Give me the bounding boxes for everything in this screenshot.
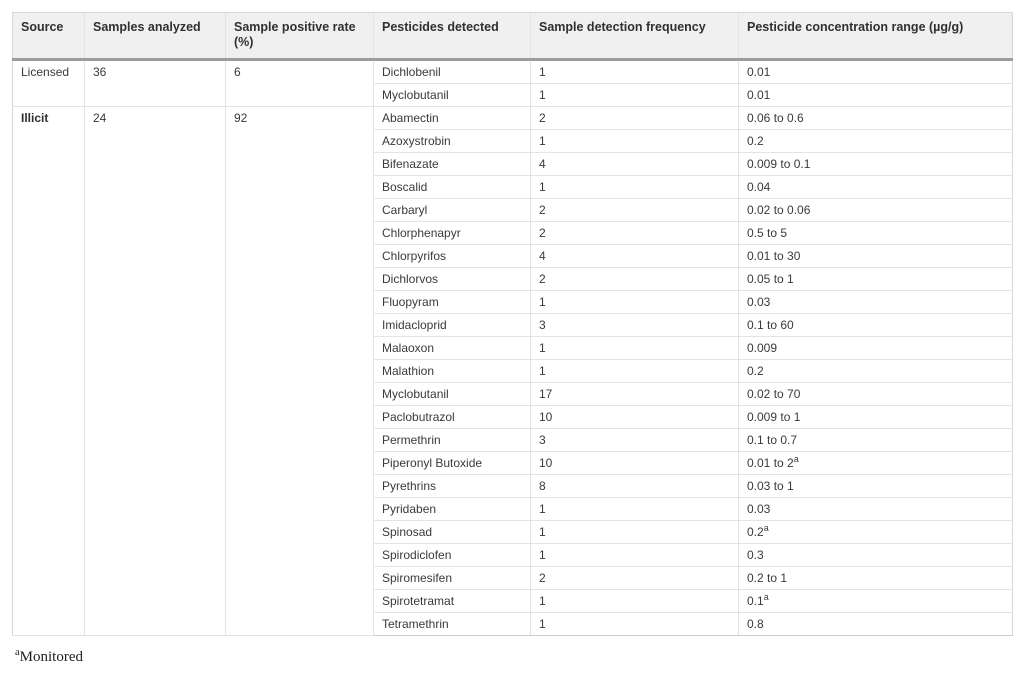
cell-concentration-range [739, 153, 1013, 176]
cell-pesticide-name: Spiromesifen [374, 567, 531, 590]
cell-detection-frequency: 2 [531, 567, 739, 590]
cell-concentration-range [739, 475, 1013, 498]
cell-pesticide-name: Dichlorvos [374, 268, 531, 291]
cell-source: Licensed [13, 60, 85, 107]
concentration-range-value: 0.1 to 0.7 [747, 433, 798, 447]
cell-detection-frequency: 1 [531, 521, 739, 544]
concentration-range-value: 0.03 [747, 502, 771, 516]
cell-pesticide-name: Dichlobenil [374, 60, 531, 84]
concentration-range-value: 0.02 to 70 [747, 387, 801, 401]
concentration-range-value: 0.2 [747, 364, 764, 378]
cell-concentration-range [739, 130, 1013, 153]
column-header: Source [13, 13, 85, 60]
cell-pesticide-name: Piperonyl Butoxide [374, 452, 531, 475]
cell-detection-frequency: 3 [531, 314, 739, 337]
cell-detection-frequency: 8 [531, 475, 739, 498]
concentration-range-value: 0.1 [747, 594, 764, 608]
cell-pesticide-name: Malaoxon [374, 337, 531, 360]
footnote-marker: a [763, 523, 769, 533]
concentration-range-value: 0.8 [747, 617, 764, 631]
cell-positive-rate: 6 [226, 60, 374, 107]
cell-detection-frequency: 1 [531, 130, 739, 153]
concentration-range-value: 0.03 to 1 [747, 479, 794, 493]
cell-pesticide-name: Carbaryl [374, 199, 531, 222]
cell-detection-frequency: 2 [531, 107, 739, 130]
cell-samples-analyzed: 24 [85, 107, 226, 636]
cell-pesticide-name: Imidacloprid [374, 314, 531, 337]
cell-detection-frequency: 1 [531, 544, 739, 567]
cell-pesticide-name: Fluopyram [374, 291, 531, 314]
cell-detection-frequency: 4 [531, 245, 739, 268]
concentration-range-value: 0.03 [747, 295, 771, 309]
header-row [13, 13, 1013, 60]
cell-pesticide-name: Boscalid [374, 176, 531, 199]
concentration-range-value: 0.01 to 2 [747, 456, 794, 470]
concentration-range-value: 0.02 to 0.06 [747, 203, 811, 217]
concentration-range-value: 0.009 to 0.1 [747, 157, 811, 171]
concentration-range-value: 0.06 to 0.6 [747, 111, 804, 125]
concentration-range-value: 0.3 [747, 548, 764, 562]
column-header: Pesticides detected [374, 13, 531, 60]
cell-detection-frequency: 10 [531, 452, 739, 475]
cell-pesticide-name: Pyridaben [374, 498, 531, 521]
concentration-range-value: 0.1 to 60 [747, 318, 794, 332]
cell-concentration-range [739, 107, 1013, 130]
cell-concentration-range [739, 360, 1013, 383]
cell-pesticide-name: Chlorphenapyr [374, 222, 531, 245]
cell-detection-frequency: 1 [531, 498, 739, 521]
footnote-marker: a [763, 592, 769, 602]
concentration-range-value: 0.04 [747, 180, 771, 194]
concentration-range-value: 0.5 to 5 [747, 226, 788, 240]
concentration-range-value: 0.01 [747, 65, 771, 79]
cell-pesticide-name: Myclobutanil [374, 84, 531, 107]
table-row [13, 107, 1013, 130]
cell-pesticide-name: Spinosad [374, 521, 531, 544]
cell-concentration-range [739, 245, 1013, 268]
cell-concentration-range [739, 337, 1013, 360]
cell-detection-frequency: 17 [531, 383, 739, 406]
concentration-range-value: 0.01 to 30 [747, 249, 801, 263]
cell-detection-frequency: 1 [531, 84, 739, 107]
cell-source: Illicit [13, 107, 85, 636]
cell-positive-rate: 92 [226, 107, 374, 636]
cell-detection-frequency: 2 [531, 199, 739, 222]
cell-concentration-range [739, 268, 1013, 291]
cell-concentration-range [739, 429, 1013, 452]
cell-pesticide-name: Myclobutanil [374, 383, 531, 406]
cell-detection-frequency: 1 [531, 590, 739, 613]
concentration-range-value: 0.009 to 1 [747, 410, 801, 424]
cell-pesticide-name: Tetramethrin [374, 613, 531, 636]
pesticide-table [12, 12, 1013, 636]
cell-pesticide-name: Permethrin [374, 429, 531, 452]
cell-detection-frequency: 1 [531, 360, 739, 383]
column-header: Pesticide concentration range (µg/g) [739, 13, 1013, 60]
cell-pesticide-name: Abamectin [374, 107, 531, 130]
concentration-range-value: 0.01 [747, 88, 771, 102]
cell-concentration-range [739, 498, 1013, 521]
concentration-range-value: 0.2 to 1 [747, 571, 788, 585]
cell-concentration-range [739, 544, 1013, 567]
cell-detection-frequency: 2 [531, 222, 739, 245]
cell-concentration-range [739, 613, 1013, 636]
cell-detection-frequency: 2 [531, 268, 739, 291]
cell-pesticide-name: Pyrethrins [374, 475, 531, 498]
cell-detection-frequency: 1 [531, 291, 739, 314]
cell-concentration-range [739, 314, 1013, 337]
concentration-range-value: 0.2 [747, 525, 764, 539]
cell-pesticide-name: Paclobutrazol [374, 406, 531, 429]
cell-detection-frequency: 1 [531, 60, 739, 84]
cell-concentration-range [739, 199, 1013, 222]
cell-concentration-range [739, 406, 1013, 429]
footnote-marker: a [15, 647, 20, 658]
concentration-range-value: 0.2 [747, 134, 764, 148]
cell-concentration-range [739, 222, 1013, 245]
column-header: Sample detection frequency [531, 13, 739, 60]
cell-pesticide-name: Spirodiclofen [374, 544, 531, 567]
cell-concentration-range [739, 291, 1013, 314]
cell-pesticide-name: Azoxystrobin [374, 130, 531, 153]
cell-detection-frequency: 1 [531, 176, 739, 199]
column-header: Sample positive rate (%) [226, 13, 374, 60]
column-header: Samples analyzed [85, 13, 226, 60]
cell-detection-frequency: 1 [531, 613, 739, 636]
cell-pesticide-name: Spirotetramat [374, 590, 531, 613]
cell-concentration-range [739, 452, 1013, 475]
cell-detection-frequency: 10 [531, 406, 739, 429]
cell-samples-analyzed: 36 [85, 60, 226, 107]
table-body [13, 60, 1013, 636]
cell-pesticide-name: Bifenazate [374, 153, 531, 176]
cell-concentration-range [739, 84, 1013, 107]
cell-concentration-range [739, 60, 1013, 84]
table-row [13, 60, 1013, 84]
cell-concentration-range [739, 383, 1013, 406]
cell-pesticide-name: Malathion [374, 360, 531, 383]
cell-detection-frequency: 4 [531, 153, 739, 176]
table-header [13, 13, 1013, 60]
cell-pesticide-name: Chlorpyrifos [374, 245, 531, 268]
cell-concentration-range [739, 176, 1013, 199]
table-footnote [15, 649, 1012, 666]
footnote-text: Monitored [19, 649, 83, 665]
cell-detection-frequency: 1 [531, 337, 739, 360]
cell-detection-frequency: 3 [531, 429, 739, 452]
cell-concentration-range [739, 521, 1013, 544]
concentration-range-value: 0.009 [747, 341, 778, 355]
cell-concentration-range [739, 590, 1013, 613]
concentration-range-value: 0.05 to 1 [747, 272, 794, 286]
cell-concentration-range [739, 567, 1013, 590]
footnote-marker: a [793, 454, 799, 464]
